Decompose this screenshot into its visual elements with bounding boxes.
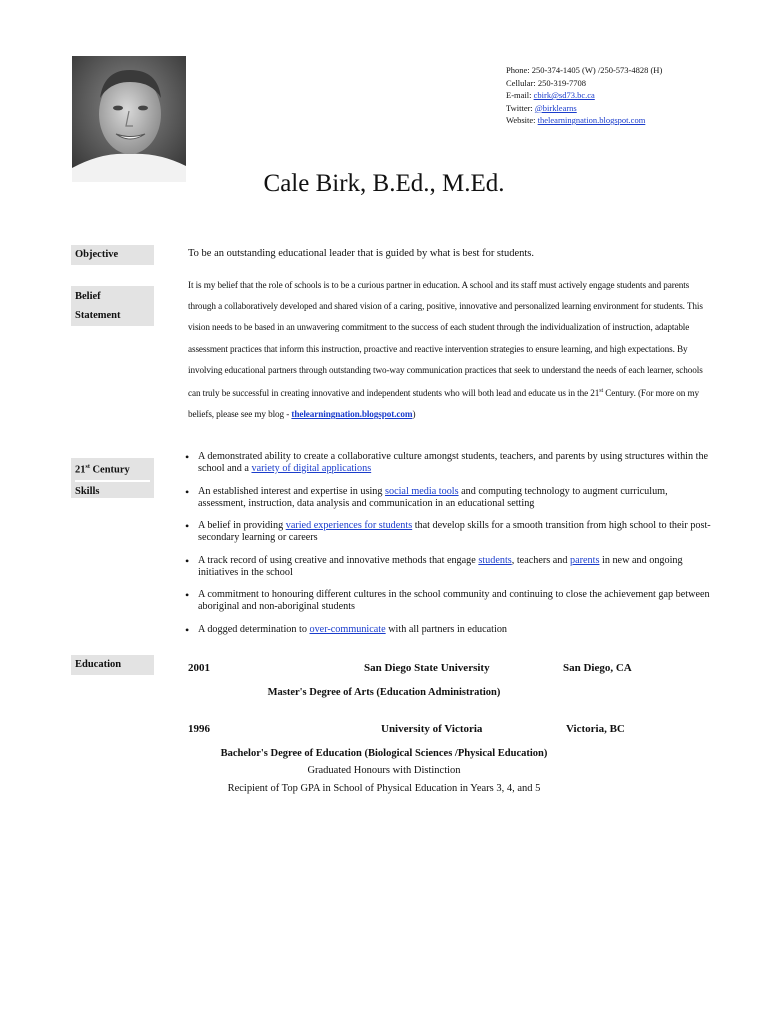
skill-text: A commitment to honouring different cultures in the school community and continuing to close the achievement gap between aboriginal and non-aboriginal students [198, 589, 710, 612]
edu-place-2: Victoria, BC [566, 723, 625, 735]
website-line [506, 114, 662, 127]
edu-year-2: 1996 [188, 723, 210, 735]
skill-text: A track record of using creative and innovative methods that engage [198, 554, 479, 566]
belief-statement [188, 275, 713, 425]
edu-degree-1: Master's Degree of Arts (Education Administration) [267, 687, 501, 698]
skills-label-line1 [75, 458, 150, 480]
edu-degree-2: Bachelor's Degree of Education (Biological Sciences /Physical Education) [220, 748, 548, 759]
email-link[interactable]: cbirk@sd73.bc.ca [533, 90, 595, 100]
website-link[interactable]: thelearningnation.blogspot.com [537, 115, 646, 125]
skills-label-century: Century [89, 464, 130, 476]
email-label: E-mail: [506, 90, 534, 100]
twitter-label: Twitter: [506, 102, 535, 113]
belief-text-after: Century. (For more on my beliefs, please see my blog - [188, 388, 699, 420]
skills-list [185, 451, 715, 646]
skill-text: An established interest and expertise in using [198, 485, 386, 497]
skill-link-2[interactable]: parents [570, 554, 600, 566]
belief-close: ) [412, 409, 416, 420]
skill-link[interactable]: over-communicate [309, 623, 386, 635]
skill-text-mid: , teachers and [511, 554, 571, 566]
skills-label-sup: st [85, 464, 90, 470]
skills-label-line2: Skills [75, 480, 150, 501]
cellular-line: Cellular: 250-319-7708 [506, 77, 587, 88]
twitter-link[interactable]: @birklearns [534, 102, 577, 113]
skill-text: A demonstrated ability to create a collaborative culture amongst students, teachers, and parents by using structures within the school and a [198, 451, 709, 474]
skill-link[interactable]: varied experiences for students [285, 520, 413, 531]
belief-text: It is my belief that the role of schools is to be a curious partner in education. A school and its staff must actively engage students and parents through a collaboratively developed and shared vision of a caring, positive, innovative and personalized learning environment for students. This vision needs to be based in an unwavering commitment to the success of each student through the individualization of instruction, adaptable assessment practices that inform this instruction, proactive and reactive intervention strategies to ensure learning, and high expectations. By involving educational partners through outstanding two-way communication practices that seek to understand the needs of each learner, schools can truly be successful in creating innovative and independent students who will both lead and educate us in the 21 [188, 280, 703, 399]
phone-line: Phone: 250-374-1405 (W) /250-573-4828 (H) [506, 65, 663, 75]
skill-link[interactable]: students [478, 554, 512, 566]
website-label: Website: [506, 115, 538, 125]
edu-school-2: University of Victoria [381, 723, 483, 735]
skill-text-after: with all partners in education [385, 623, 508, 635]
email-line [506, 89, 662, 102]
objective-text: To be an outstanding educational leader that is guided by what is best for students. [188, 248, 534, 259]
list-item [185, 624, 715, 636]
list-item [185, 589, 715, 613]
list-item [185, 555, 715, 579]
skills-label [71, 458, 154, 498]
skill-link[interactable]: social media tools [385, 485, 459, 497]
edu-place-1: San Diego, CA [563, 662, 632, 674]
skill-text-after: in new and ongoing initiatives in the school [198, 554, 683, 578]
belief-label-line1: Belief [75, 291, 101, 302]
portrait-image [72, 56, 186, 182]
belief-label-line2: Statement [75, 310, 121, 321]
skill-text-after: and computing technology to augment curriculum, assessment, instruction, data analysis and communication in an educational setting [198, 485, 668, 509]
edu-note-gpa: Recipient of Top GPA in School of Physical Education in Years 3, 4, and 5 [227, 783, 541, 794]
skill-text: A belief in providing [198, 520, 286, 531]
skill-text-after: that develop skills for a smooth transition from high school to their post-secondary learning or careers [198, 520, 711, 543]
belief-label [71, 286, 154, 326]
twitter-line [506, 102, 662, 115]
blog-link[interactable]: thelearningnation.blogspot.com [291, 409, 413, 420]
list-item [185, 520, 715, 544]
list-item [185, 486, 715, 510]
skill-text: A dogged determination to [198, 623, 310, 635]
resume-name: Cale Birk, B.Ed., M.Ed. [263, 170, 505, 197]
belief-superscript: st [599, 388, 604, 395]
objective-label: Objective [71, 245, 154, 265]
edu-school-1: San Diego State University [364, 662, 490, 674]
edu-note-honours: Graduated Honours with Distinction [307, 765, 461, 776]
profile-photo [72, 56, 186, 182]
skill-link[interactable]: variety of digital applications [251, 463, 372, 474]
list-item [185, 451, 715, 475]
education-label: Education [71, 655, 154, 675]
contact-block [506, 64, 662, 127]
skills-label-21: 21 [75, 464, 86, 476]
edu-year-1: 2001 [188, 662, 210, 674]
